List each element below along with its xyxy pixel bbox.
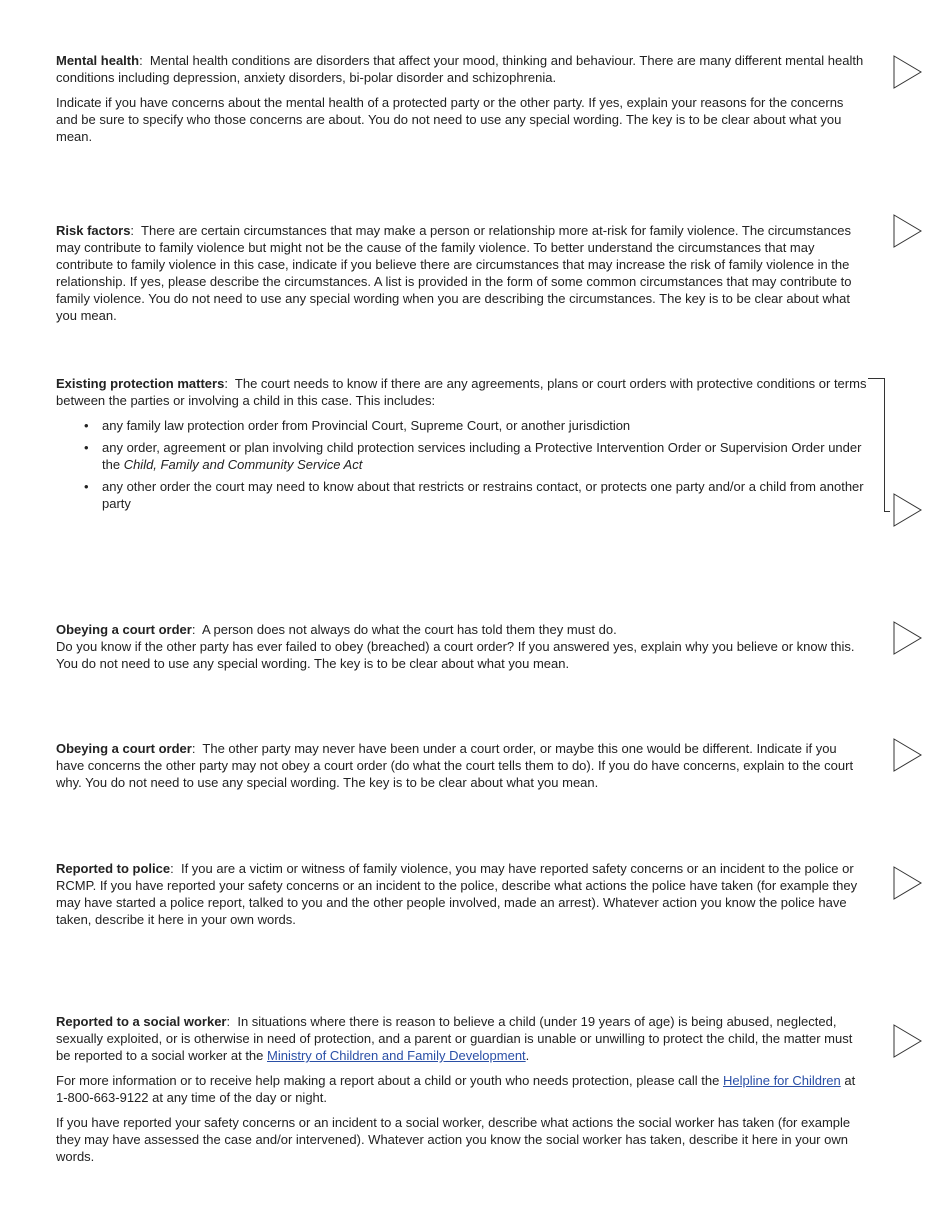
paragraph-text: There are certain circumstances that may make a person or relationship more at-risk for family violence. The circumstances may contribute to family violence but might not be the cause of the family violence. To better understand the circumstances that may contribute to family violence in this case, indicate if you believe there are circumstances that may increase the risk of family violence in the relationship. If yes, please describe the circumstances. A list is provided in the form of some common circumstances that may contribute to family violence. You do not need to use any special wording when you are describing the circumstances. The key is to be clear about what you mean. [56,223,852,323]
paragraph: Obeying a court order: The other party may never have been under a court order, or maybe this one would be different. Indicate if you have concerns the other party may not obey a court order (do what the court tells them to do). If you do have concerns, explain to the court why. You do not need to use any special wording. The key is to be clear about what you mean. [56,741,854,790]
list-item-text: any order, agreement or plan involving child protection services including a Protective Intervention Order or Supervision Order under the [102,440,862,472]
section-obeying-court-order-1 [56,621,868,680]
term-label: Obeying a court order [56,622,192,637]
paragraph-text: A person does not always do what the court has told them they must do. [201,622,617,637]
term-label: Reported to a social worker [56,1014,227,1029]
section-mental-health [56,52,868,153]
term-label: Obeying a court order [56,741,192,756]
paragraph-text: . [525,1048,530,1063]
term-label: Mental health [56,53,140,68]
section-reported-to-police [56,860,868,936]
list-item: • any family law protection order from Provincial Court, Supreme Court, or another jurisdiction [102,417,868,434]
ministry-link[interactable]: Ministry of Children and Family Development [267,1048,526,1063]
paragraph-text: If you are a victim or witness of family violence, you may have reported safety concerns or an incident to the police or RCMP. If you have reported your safety concerns or an incident to the police, describe what actions the police have taken (for example they may have started a police report, talked to you and the other people involved, made an arrest). Whatever action you know the police have taken, describe it here in your own words. [56,861,858,927]
paragraph: Indicate if you have concerns about the mental health of a protected party or the other party. If yes, explain your reasons for the concerns and be sure to specify who those concerns are about. You do not need to use any special wording. The key is to be clear about what you mean. [56,95,844,144]
list-item [102,439,868,473]
list-item: • any other order the court may need to know about that restricts or restrains contact, or protects one party and/or a child from another party [102,478,868,512]
paragraph: Obeying a court order: A person does not always do what the court has told them they must do. [56,622,617,637]
paragraph-text: For more information or to receive help making a report about a child or youth who needs protection, please call the [56,1073,723,1088]
helpline-link[interactable]: Helpline for Children [722,1073,841,1088]
paragraph: If you have reported your safety concerns or an incident to a social worker, describe what actions the social worker has taken (for example they may have assessed the case and/or intervened). Whatever action you know the social worker has taken, describe it here in your own words. [56,1115,851,1164]
arrow-social-worker-icon[interactable] [893,1024,923,1058]
section-obeying-court-order-2 [56,740,868,799]
arrow-obeying-1-icon[interactable] [893,621,923,655]
arrow-obeying-2-icon[interactable] [893,738,923,772]
paragraph: Mental health: Mental health conditions are disorders that affect your mood, thinking and behaviour. There are many different mental health conditions including depression, anxiety disorders, bi-polar disorder and schizophrenia. [56,53,864,85]
paragraph: Existing protection matters: The court needs to know if there are any agreements, plans or court orders with protective conditions or terms between the parties or involving a child in this case. This includes: [56,376,867,408]
act-title: Child, Family and Community Service Act [123,457,363,472]
paragraph [56,1072,868,1106]
paragraph: Risk factors: There are certain circumstances that may make a person or relationship more at-risk for family violence. The circumstances may contribute to family violence but might not be the cause of the family violence. To better understand the circumstances that may contribute to family violence in this case, indicate if you believe there are circumstances that may increase the risk of family violence in the relationship. If yes, please describe the circumstances. A list is provided in the form of some common circumstances that may contribute to family violence. You do not need to use any special wording when you are describing the circumstances. The key is to be clear about what you mean. [56,223,852,323]
paragraph-text: The court needs to know if there are any agreements, plans or court orders with protective conditions or terms between the parties or involving a child in this case. This includes: [56,376,867,408]
paragraph-text: The other party may never have been under a court order, or maybe this one would be different. Indicate if you have concerns the other party may not obey a court order (do what the court tells them to do). If you do have concerns, explain to the court why. You do not need to use any special wording. The key is to be clear about what you mean. [56,741,854,790]
paragraph: Do you know if the other party has ever failed to obey (breached) a court order? If you answered yes, explain why you believe or know this. You do not need to use any special wording. The key is to be clear about what you mean. [56,639,855,671]
bracket-divider [868,378,892,512]
section-existing-protection [56,375,868,517]
section-reported-to-social-worker [56,1013,868,1173]
arrow-police-icon[interactable] [893,866,923,900]
section-risk-factors [56,222,868,332]
arrow-risk-factors-icon[interactable] [893,214,923,248]
paragraph-text: In situations where there is reason to believe a child (under 19 years of age) is being abused, neglected, sexually exploited, or is otherwise in need of protection, and a parent or guardian is unable or unwilling to protect the child, the matter must be reported to a social worker at the [56,1014,853,1063]
paragraph: Reported to a social worker: In situations where there is reason to believe a child (under 19 years of age) is being abused, neglected, sexually exploited, or is otherwise in need of protection, and a parent or guardian is unable or unwilling to protect the child, the matter must be reported to a social worker at the Ministry of Children and Family Development. [56,1014,853,1063]
paragraph-text: at 1-800-663-9122 at any time of the day or night. [56,1073,856,1105]
arrow-mental-health-icon[interactable] [893,55,923,89]
arrow-existing-protection-icon[interactable] [893,493,923,527]
paragraph: Reported to police: If you are a victim or witness of family violence, you may have reported safety concerns or an incident to the police or RCMP. If you have reported your safety concerns or an incident to the police, describe what actions the police have taken (for example they may have started a police report, talked to you and the other people involved, made an arrest). Whatever action you know the police have taken, describe it here in your own words. [56,861,858,927]
paragraph-text: Mental health conditions are disorders that affect your mood, thinking and behaviour. There are many different mental health conditions including depression, anxiety disorders, bi-polar disorder and schizophrenia. [56,53,864,85]
protection-list [56,417,868,512]
term-label: Existing protection matters [56,376,225,391]
term-label: Risk factors [56,223,131,238]
term-label: Reported to police [56,861,171,876]
